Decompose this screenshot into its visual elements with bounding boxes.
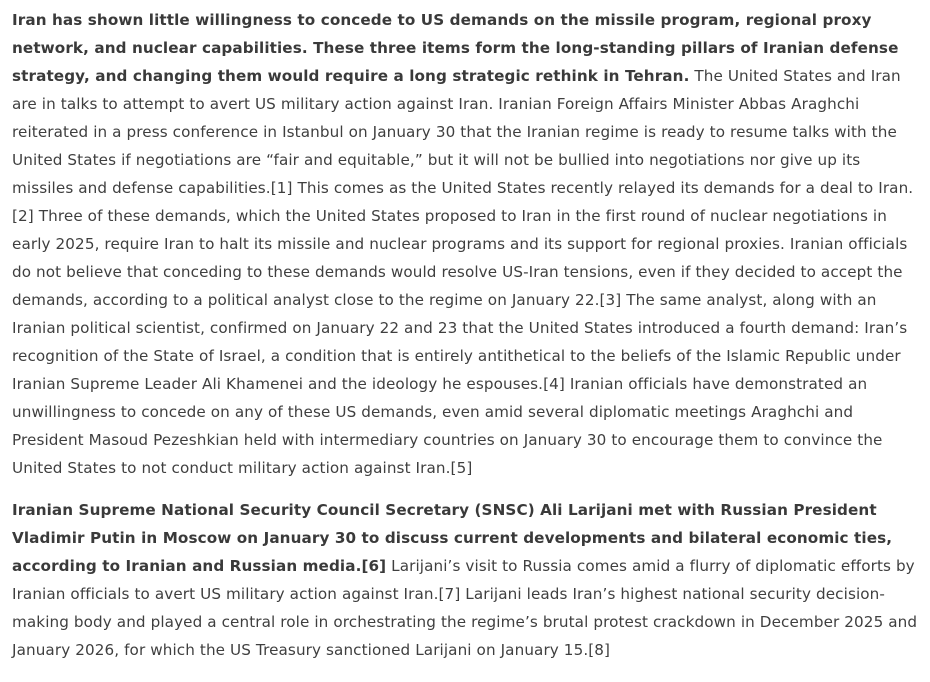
paragraph-1 xyxy=(12,6,922,482)
footnote-ref-7[interactable]: [7] xyxy=(438,585,461,603)
paragraph-1-text-2: This comes as the United States recently relayed its demands for a deal to Iran. xyxy=(292,179,914,197)
footnote-ref-1[interactable]: [1] xyxy=(270,179,293,197)
paragraph-1-lead: Iran has shown little willingness to concede to US demands on the missile program, regional proxy network, and nuclear capabilities. These three items form the long-standing pillars of Iranian defense strategy, and changing them would require a long strategic rethink in Tehran. xyxy=(12,11,899,85)
footnote-ref-2[interactable]: [2] xyxy=(12,207,34,225)
paragraph-2 xyxy=(12,496,922,664)
paragraph-1-text-5: Iranian officials have demonstrated an unwillingness to concede on any of these US demands, even amid several diplomatic meetings Araghchi and President Masoud Pezeshkian held with intermediary countries on January 30 to encourage them to convince the United States to not conduct military action against Iran. xyxy=(12,375,883,477)
paragraph-2-text-2: Larijani leads Iran’s highest national security decision-making body and played a central role in orchestrating the regime’s brutal protest crackdown in December 2025 and January 2026, for which the US Treasury sanctioned Larijani on January 15. xyxy=(12,585,918,659)
paragraph-2-lead: Iranian Supreme National Security Council Secretary (SNSC) Ali Larijani met with Russian President Vladimir Putin in Moscow on January 30 to discuss current developments and bilateral economic ties, according to Iranian and Russian media.[6] xyxy=(12,501,893,575)
footnote-ref-5[interactable]: [5] xyxy=(450,459,473,477)
footnote-ref-4[interactable]: [4] xyxy=(543,375,565,393)
paragraph-1-text-4: The same analyst, along with an Iranian political scientist, confirmed on January 22 and 23 that the United States introduced a fourth demand: Iran’s recognition of the State of Israel, a condition that is entirely antithetical to the beliefs of the Islamic Republic under Iranian Supreme Leader Ali Khamenei and the ideology he espouses. xyxy=(12,291,908,393)
paragraph-2-text-1: Larijani’s visit to Russia comes amid a flurry of diplomatic efforts by Iranian officials to avert US military action against Iran. xyxy=(12,557,915,603)
footnote-ref-3[interactable]: [3] xyxy=(599,291,622,309)
paragraph-1-text-3: Three of these demands, which the United States proposed to Iran in the first round of nuclear negotiations in early 2025, require Iran to halt its missile and nuclear programs and its support for regional proxies. Iranian officials do not believe that conceding to these demands would resolve US-Iran tensions, even if they decided to accept the demands, according to a political analyst close to the regime on January 22. xyxy=(12,207,908,309)
footnote-ref-8[interactable]: [8] xyxy=(588,641,611,659)
paragraph-1-text-1: The United States and Iran are in talks to attempt to avert US military action against Iran. Iranian Foreign Affairs Minister Abbas Araghchi reiterated in a press conference in Istanbul on January 30 that the Iranian regime is ready to resume talks with the United States if negotiations are “fair and equitable,” but it will not be bullied into negotiations nor give up its missiles and defense capabilities. xyxy=(12,67,901,197)
